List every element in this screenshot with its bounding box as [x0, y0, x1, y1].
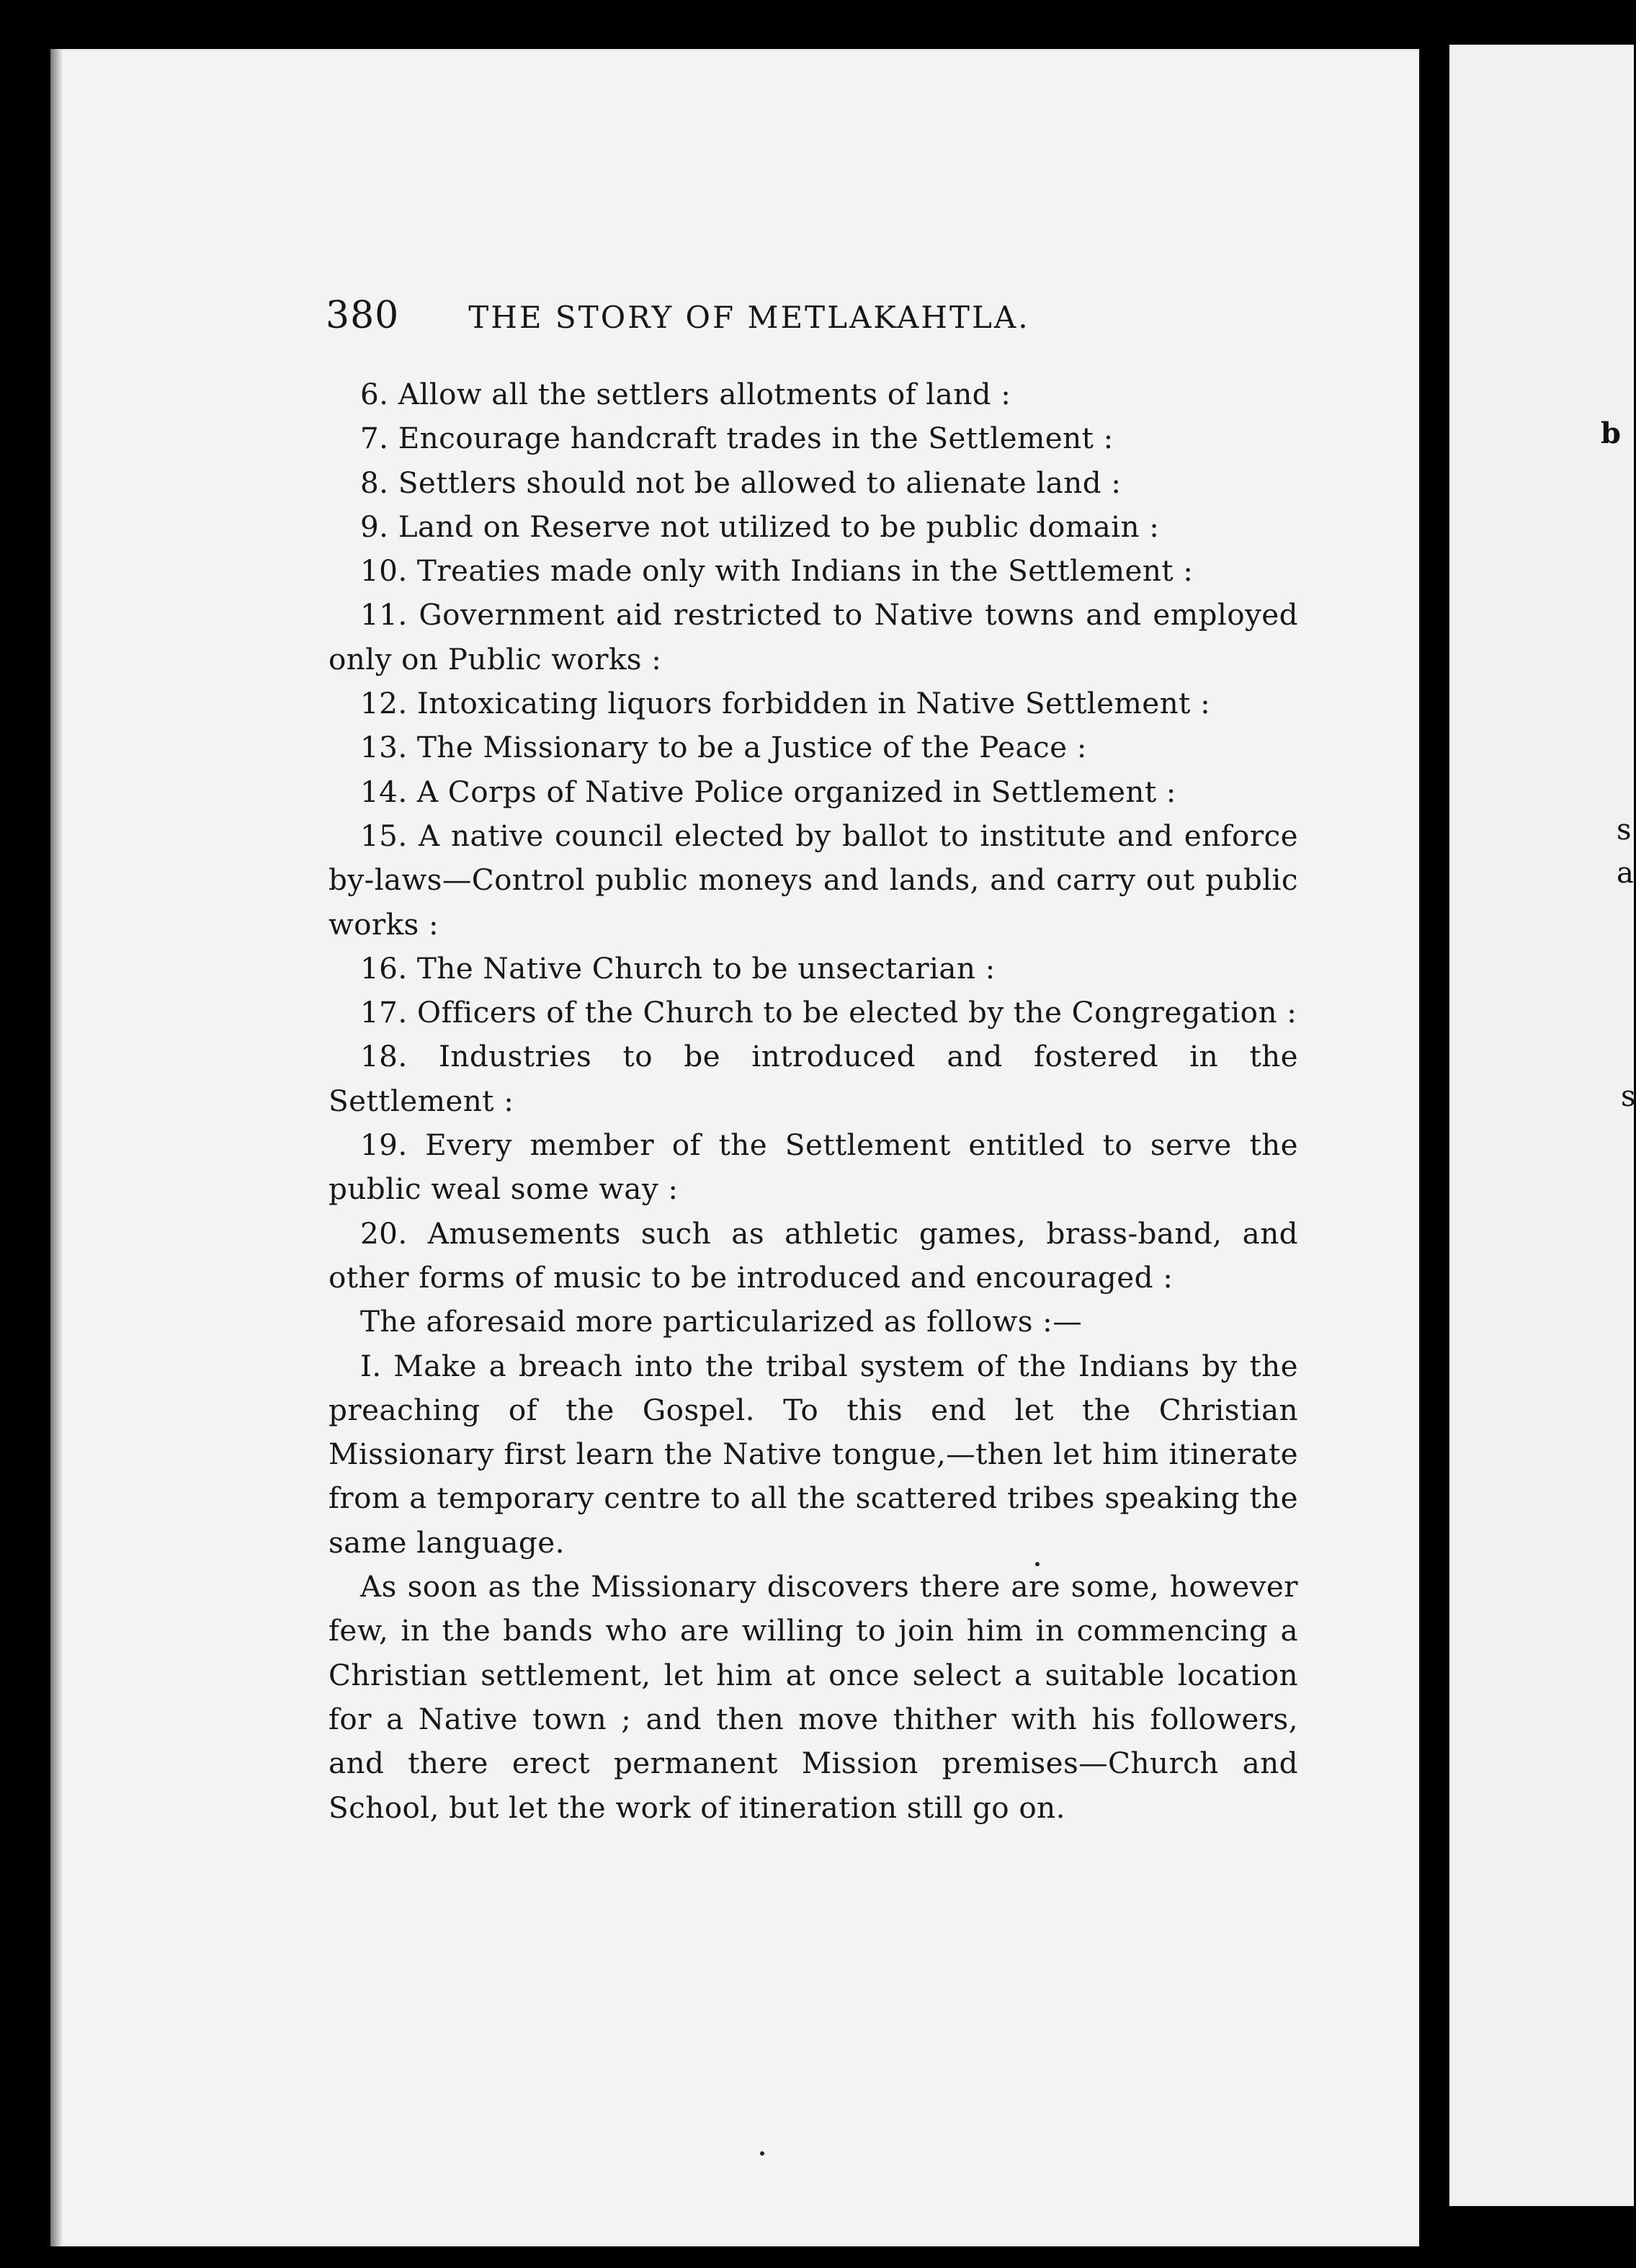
adjacent-page-fragment: s [1621, 1080, 1636, 1113]
ink-speck [760, 2151, 764, 2156]
list-item-18: 18. Industries to be introduced and fostered in the Settlement : [328, 1039, 1298, 1118]
page-number: 380 [326, 294, 400, 337]
intro-paragraph: The aforesaid more particularized as follows :— [360, 1304, 1083, 1339]
list-item-10: 10. Treaties made only with Indians in the Settlement : [360, 553, 1194, 589]
adjacent-page-fragment: a [1617, 857, 1634, 890]
adjacent-page-fragment: s [1617, 813, 1632, 847]
list-item-12: 12. Intoxicating liquors forbidden in Native Settlement : [360, 686, 1211, 721]
list-item-15: 15. A native council elected by ballot to institute and enforce by-laws—Control public moneys and lands, and carry out public works : [328, 818, 1298, 942]
page-binding-shadow [50, 49, 62, 2246]
running-header [326, 294, 1305, 337]
page-body [328, 372, 1298, 1830]
section-i-paragraph: I. Make a breach into the tribal system of the Indians by the preaching of the Gospel. To this end let the Christian Missionary first learn the Native tongue,—then let him itinerate from a temporary centre to all the scattered tribes speaking the same language. [328, 1348, 1298, 1560]
list-item-17: 17. Officers of the Church to be elected by the Congregation : [360, 995, 1297, 1030]
list-item-6: 6. Allow all the settlers allotments of land : [360, 377, 1011, 411]
list-item-14: 14. A Corps of Native Police organized in Settlement : [360, 774, 1176, 809]
list-item-9: 9. Land on Reserve not utilized to be public domain : [360, 509, 1160, 544]
list-item-11: 11. Government aid restricted to Native towns and employed only on Public works : [328, 597, 1298, 677]
list-item-19: 19. Every member of the Settlement entitled to serve the public weal some way : [328, 1128, 1298, 1207]
list-item-7: 7. Encourage handcraft trades in the Settlement : [360, 421, 1114, 456]
list-item-16: 16. The Native Church to be unsectarian : [360, 950, 996, 986]
missionary-paragraph: As soon as the Missionary discovers there are some, however few, in the bands who are willing to join him in commencing a Christian settlement, let him at once select a suitable location for a Native town ; and then move thither with his followers, and there erect permanent Mission premises—Church and School, but let the work of itineration still go on. [328, 1569, 1298, 1825]
adjacent-page-fragment: b [1601, 416, 1621, 450]
adjacent-page [1449, 45, 1634, 2206]
list-item-20: 20. Amusements such as athletic games, brass-band, and other forms of music to be introduced and encouraged : [328, 1215, 1298, 1295]
list-item-8: 8. Settlers should not be allowed to alienate land : [360, 465, 1122, 500]
ink-speck [1035, 1562, 1040, 1566]
running-title: THE STORY OF METLAKAHTLA. [468, 300, 1030, 335]
list-item-13: 13. The Missionary to be a Justice of the Peace : [360, 730, 1087, 765]
